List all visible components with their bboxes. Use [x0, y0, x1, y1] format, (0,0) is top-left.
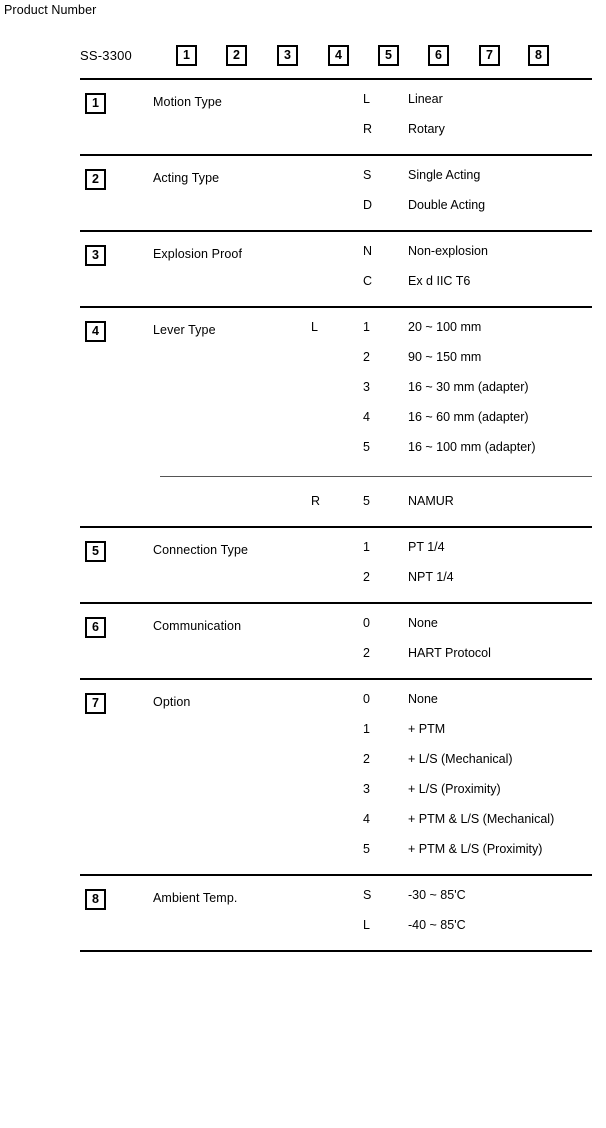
product-code-box-8: 8 [528, 45, 549, 66]
group-number-3: 3 [85, 245, 106, 266]
product-code-row [0, 38, 606, 78]
option-code: 2 [363, 570, 370, 584]
option-description: Linear [408, 92, 443, 106]
group-label: Connection Type [153, 543, 249, 557]
option-row [0, 274, 606, 292]
product-code-box-5: 5 [378, 45, 399, 66]
product-code-box-2: 2 [226, 45, 247, 66]
option-description: + L/S (Mechanical) [408, 752, 513, 766]
option-description: PT 1/4 [408, 540, 445, 554]
group-divider [80, 306, 592, 308]
option-code: 4 [363, 410, 370, 424]
option-row [0, 842, 606, 860]
group-divider [80, 950, 592, 952]
option-code: C [363, 274, 373, 288]
group-divider [80, 874, 592, 876]
option-description: + PTM [408, 722, 446, 736]
group-label: Option [153, 695, 191, 709]
option-code: S [363, 888, 372, 902]
option-row [0, 198, 606, 216]
option-row [0, 122, 606, 140]
option-row [0, 888, 606, 906]
option-description: 90 ~ 150 mm [408, 350, 482, 364]
option-prefix: R [311, 494, 321, 508]
group-label: Explosion Proof [153, 247, 243, 261]
option-description: HART Protocol [408, 646, 491, 660]
group-label: Motion Type [153, 95, 222, 109]
page-title: Product Number [4, 3, 97, 17]
sub-divider [160, 476, 592, 477]
option-code: 5 [363, 494, 370, 508]
option-row [0, 244, 606, 262]
option-description: 16 ~ 30 mm (adapter) [408, 380, 529, 394]
group-number-5: 5 [85, 541, 106, 562]
option-code: 3 [363, 782, 370, 796]
option-code: 1 [363, 540, 370, 554]
option-description: NPT 1/4 [408, 570, 454, 584]
product-code-box-4: 4 [328, 45, 349, 66]
option-group-1 [0, 78, 606, 154]
option-code: 4 [363, 812, 370, 826]
option-description: None [408, 692, 438, 706]
option-description: 20 ~ 100 mm [408, 320, 482, 334]
group-divider [80, 526, 592, 528]
option-description: + PTM & L/S (Proximity) [408, 842, 543, 856]
option-code: 1 [363, 722, 370, 736]
option-row [0, 92, 606, 110]
option-group-7 [0, 678, 606, 874]
group-divider [80, 230, 592, 232]
option-group-8 [0, 874, 606, 950]
option-row [0, 440, 606, 458]
option-code: 5 [363, 440, 370, 454]
product-code-box-6: 6 [428, 45, 449, 66]
option-code: L [363, 92, 370, 106]
group-label: Ambient Temp. [153, 891, 238, 905]
option-row [0, 350, 606, 368]
group-divider [80, 78, 592, 80]
option-row [0, 918, 606, 936]
group-number-6: 6 [85, 617, 106, 638]
option-row [0, 782, 606, 800]
option-row [0, 540, 606, 558]
option-row [0, 722, 606, 740]
option-row [0, 692, 606, 710]
option-row [0, 752, 606, 770]
group-divider [80, 678, 592, 680]
option-description: -30 ~ 85'C [408, 888, 466, 902]
option-description: Non-explosion [408, 244, 488, 258]
option-code: S [363, 168, 372, 182]
option-code: 0 [363, 692, 370, 706]
option-group-2 [0, 154, 606, 230]
option-description: + L/S (Proximity) [408, 782, 501, 796]
option-row [0, 168, 606, 186]
option-row [0, 812, 606, 830]
option-description: Ex d IIC T6 [408, 274, 471, 288]
group-label: Communication [153, 619, 242, 633]
group-label: Lever Type [153, 323, 216, 337]
option-code: L [363, 918, 370, 932]
option-description: Rotary [408, 122, 445, 136]
option-code: 5 [363, 842, 370, 856]
option-row [0, 570, 606, 588]
option-group-4 [0, 306, 606, 526]
option-group-5 [0, 526, 606, 602]
option-row [0, 616, 606, 634]
group-number-4: 4 [85, 321, 106, 342]
option-row [0, 380, 606, 398]
option-description: -40 ~ 85'C [408, 918, 466, 932]
option-code: 3 [363, 380, 370, 394]
option-group-3 [0, 230, 606, 306]
group-number-7: 7 [85, 693, 106, 714]
product-code-box-3: 3 [277, 45, 298, 66]
option-code: R [363, 122, 373, 136]
option-code: 2 [363, 350, 370, 364]
group-number-8: 8 [85, 889, 106, 910]
group-divider [80, 602, 592, 604]
product-code-box-7: 7 [479, 45, 500, 66]
option-code: D [363, 198, 373, 212]
option-description: 16 ~ 60 mm (adapter) [408, 410, 529, 424]
product-code: SS-3300 [80, 48, 132, 63]
option-row [0, 494, 606, 512]
option-code: 2 [363, 646, 370, 660]
option-group-6 [0, 602, 606, 678]
table-bottom-divider [0, 950, 606, 954]
option-row [0, 410, 606, 428]
option-description: NAMUR [408, 494, 454, 508]
option-description: Double Acting [408, 198, 486, 212]
group-number-2: 2 [85, 169, 106, 190]
option-prefix: L [311, 320, 318, 334]
option-code: N [363, 244, 373, 258]
option-code: 0 [363, 616, 370, 630]
option-description: None [408, 616, 438, 630]
group-number-1: 1 [85, 93, 106, 114]
product-code-box-1: 1 [176, 45, 197, 66]
option-row [0, 320, 606, 338]
option-code: 1 [363, 320, 370, 334]
option-description: + PTM & L/S (Mechanical) [408, 812, 555, 826]
option-description: Single Acting [408, 168, 481, 182]
group-divider [80, 154, 592, 156]
option-description: 16 ~ 100 mm (adapter) [408, 440, 536, 454]
option-row [0, 646, 606, 664]
option-code: 2 [363, 752, 370, 766]
group-label: Acting Type [153, 171, 220, 185]
